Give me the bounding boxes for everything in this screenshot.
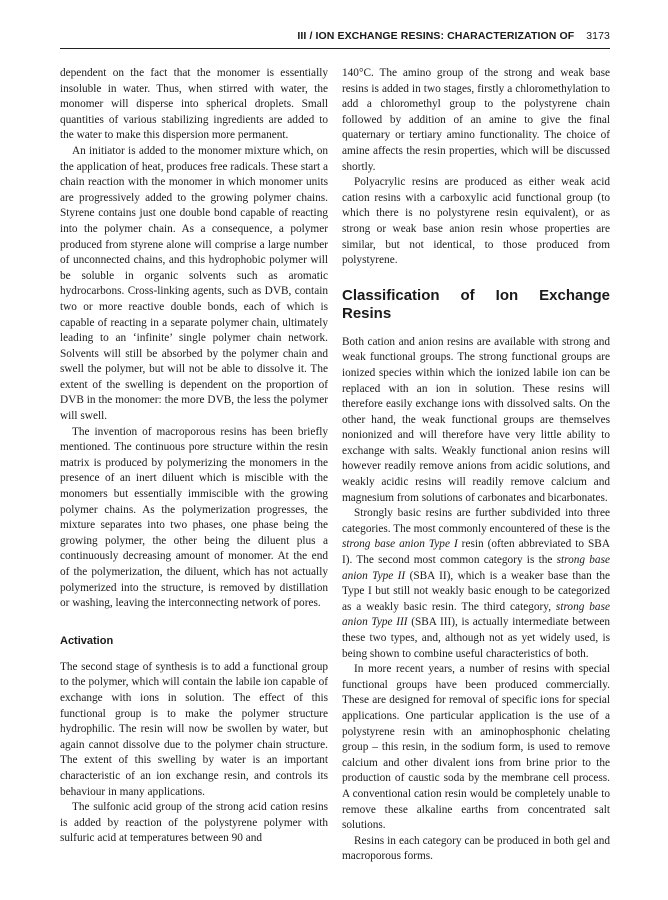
term-sba-ii: strong base anion Type II	[342, 554, 610, 582]
paragraph: Polyacrylic resins are produced as either weak acid cation resins with a carboxylic acid functional group (to which there is no polystyrene resin equivalent), or as strong or weak base anion resin whose properties are similar, but not identical, to those produced from polystyrene.	[342, 176, 610, 267]
right-column	[342, 66, 610, 865]
paragraph: Both cation and anion resins are available with strong and weak functional groups. The strong functional groups are ionized species within which the ionized labile ion can be replaced with an ion in solution. These resins will therefore easily exchange ions with dissolved salts. On the other hand, the weak functional groups are themselves nonionized and will therefore have very little ability to exchange with salts. Weakly functional anion resins will however readily remove anions from acidic solutions, and weakly acidic resins will readily remove calcium and magnesium from solutions of carbonates and bicarbonates.	[342, 335, 610, 504]
left-column	[60, 66, 328, 847]
paragraph: 140°C. The amino group of the strong and weak base resins is added in two stages, firstly a chloromethylation to add a chloromethyl group to the polystyrene chain followed by addition of an amine to give the final quaternary or tertiary amino functionality. The choice of amine affects the resin properties, which will be discussed shortly.	[342, 67, 610, 173]
activation-heading: Activation	[60, 634, 114, 647]
paragraph: dependent on the fact that the monomer is essentially insoluble in water. Thus, when stirred with water, the monomer will disperse into spherical droplets. Small quantities of various stabilizing ingredients are added to the water to make this dispersion more permanent.	[60, 67, 328, 142]
paragraph: In more recent years, a number of resins with special functional groups have been produced commercially. These are designed for removal of specific ions for special applications. One particular application is the use of a polystyrene resin with an aminophosphonic chelating group – this resin, in the sodium form, is used to remove calcium and other divalent ions from brine prior to the production of caustic soda by the membrane cell process. A conventional cation resin would be completely unable to remove these alkaline earths from concentrated salt solutions.	[342, 663, 610, 832]
paragraph: The invention of macroporous resins has been briefly mentioned. The continuous pore structure within the resin matrix is produced by polymerizing the monomers in the presence of an inert diluent which is miscible with the monomers but essentially immiscible with the growing polymer chains. As the polymerization progresses, the mixture separates into two phases, one phase being the growing polymer, the other being the diluent plus a continuously decreasing amount of monomer. At the end of the polymerization, the diluent, which has not actually polymerized into the structure, is removed by distillation or washing, leaving the interconnecting network of pores.	[60, 425, 328, 610]
paragraph: Resins in each category can be produced in both gel and macroporous forms.	[342, 834, 610, 863]
paragraph: The sulfonic acid group of the strong acid cation resins is added by reaction of the polystyrene polymer with sulfuric acid at temperatures between 90 and	[60, 801, 328, 845]
header-rule	[60, 48, 610, 49]
classification-heading: Classification of Ion Exchange Resins	[342, 286, 610, 322]
paragraph-resin-types: Strongly basic resins are further subdivided into three categories. The most commonly encountered of these is the strong base anion Type I resin (often abbreviated to SBA I). The second most common category is the strong base anion Type II (SBA II), which is a weaker base than the Type I but still not weakly basic enough to be categorized as a weakly basic resin. The third category, strong base anion Type III (SBA III), is actually intermediate between these two types, and, although not as yet widely used, is being shown to combine useful characteristics of both.	[342, 507, 611, 660]
term-sba-i: strong base anion Type I	[342, 538, 458, 551]
running-head	[60, 30, 610, 48]
page-number: 3173	[586, 30, 610, 42]
term-sba-iii: strong base anion Type III	[342, 600, 610, 629]
paragraph: The second stage of synthesis is to add a functional group to the polymer, which will contain the labile ion capable of exchange with ions in solution. The effect of this functional group is to make the polymer structure hydrophilic. The resin will now be swollen by water, but again cannot dissolve due to the polymer chain structure. The extent of this swelling by water is an important characteristic of an ion exchange resin, and controls its behaviour in many applications.	[60, 660, 328, 798]
paragraph: An initiator is added to the monomer mixture which, on the application of heat, produces free radicals. These start a chain reaction with the monomer in which monomer units are progressively added to the growing polymer chains. Styrene contains just one double bond capable of reacting into the polymer chain. As a consequence, a polymer produced from styrene alone will comprise a large number of unconnected chains, and this hydrophobic polymer will be soluble in organic solvents such as aromatic hydrocarbons. Cross-linking agents, such as DVB, contain two or more reactive double bonds, each of which is capable of reacting in a separate polymer chain, ultimately leading to an ‘infinite’ single polymer chain network. Solvents will still be absorbed by the polymer chain and swell the polymer, but will not be able to dissolve it. The extent of the swelling is dependent on the proportion of DVB in the monomer: the more DVB, the less the polymer will swell.	[60, 144, 328, 423]
running-title: III / ION EXCHANGE RESINS: CHARACTERIZATION OF	[297, 30, 575, 42]
